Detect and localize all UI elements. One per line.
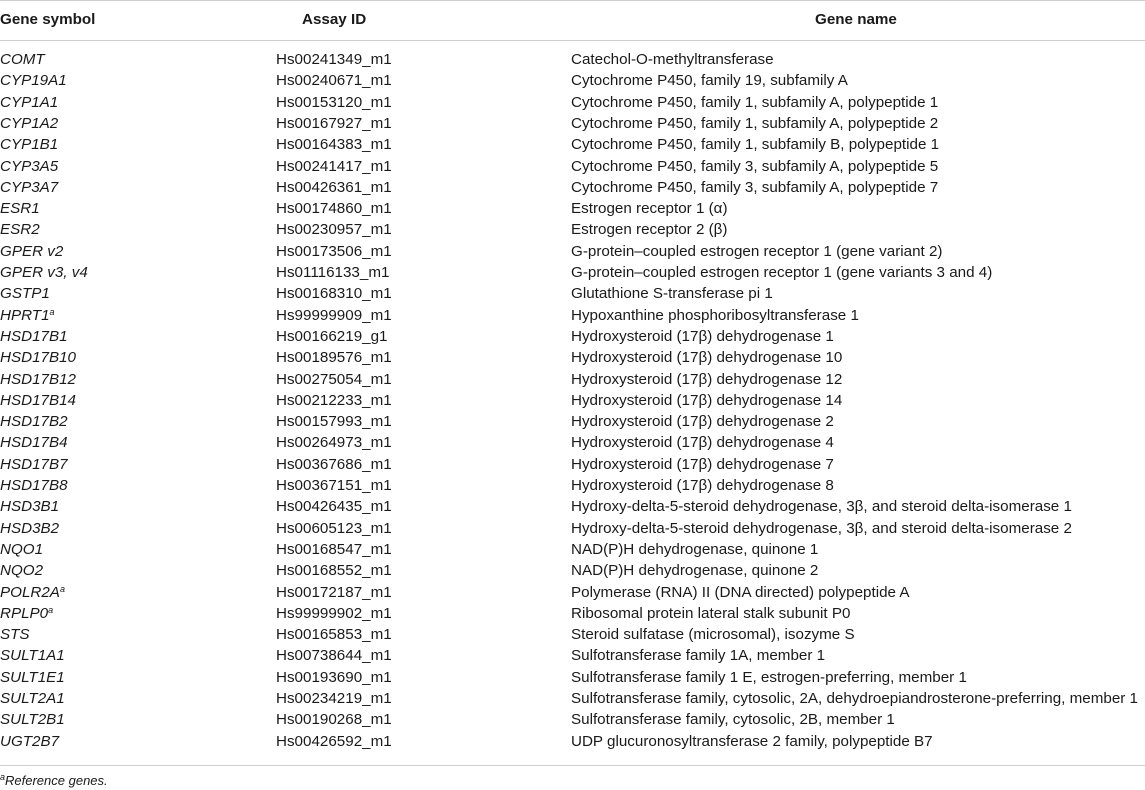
assay-id-cell: Hs00738644_m1: [276, 647, 392, 665]
gene-symbol-cell: [0, 454, 68, 475]
gene-symbol-text: CYP3A5: [0, 157, 59, 175]
gene-symbol-cell: [0, 92, 58, 113]
gene-symbol-text: GPER v2: [0, 242, 64, 260]
header-assay-id: Assay ID: [302, 11, 367, 28]
gene-symbol-text: RPLP0: [0, 604, 49, 622]
gene-name-cell: Sulfotransferase family 1 E, estrogen-preferring, member 1: [571, 668, 967, 686]
gene-name-cell: Hydroxy-delta-5-steroid dehydrogenase, 3β, and steroid delta-isomerase 1: [571, 498, 1072, 516]
table-row: [0, 539, 1145, 560]
gene-symbol-text: CYP1A1: [0, 93, 59, 111]
table-row: [0, 667, 1145, 688]
assay-id-cell: Hs00367686_m1: [276, 455, 392, 473]
gene-symbol-cell: [0, 688, 65, 709]
gene-name-cell: Cytochrome P450, family 3, subfamily A, polypeptide 5: [571, 157, 939, 175]
table-row: [0, 283, 1145, 304]
gene-symbol-cell: [0, 198, 40, 219]
gene-symbol-text: POLR2A: [0, 583, 60, 601]
gene-symbol-cell: [0, 667, 65, 688]
table-row: [0, 219, 1145, 240]
reference-gene-marker: a: [49, 306, 55, 317]
gene-symbol-cell: [0, 603, 53, 624]
assay-id-cell: Hs00275054_m1: [276, 370, 392, 388]
gene-name-cell: Hydroxysteroid (17β) dehydrogenase 2: [571, 413, 834, 431]
gene-symbol-cell: [0, 411, 68, 432]
gene-name-cell: Hydroxysteroid (17β) dehydrogenase 4: [571, 434, 834, 452]
assay-id-cell: Hs00605123_m1: [276, 519, 392, 537]
assay-id-cell: Hs99999909_m1: [276, 306, 392, 324]
table-row: [0, 454, 1145, 475]
gene-symbol-text: HSD17B7: [0, 455, 68, 473]
gene-symbol-text: STS: [0, 626, 30, 644]
bottom-rule: [0, 765, 1145, 766]
gene-symbol-text: CYP1A2: [0, 114, 59, 132]
assay-id-cell: Hs00168552_m1: [276, 562, 392, 580]
gene-symbol-text: HSD17B1: [0, 327, 68, 345]
assay-id-cell: Hs00168547_m1: [276, 540, 392, 558]
assay-id-cell: Hs00174860_m1: [276, 200, 392, 218]
table-row: [0, 177, 1145, 198]
assay-id-cell: Hs99999902_m1: [276, 604, 392, 622]
gene-name-cell: Sulfotransferase family, cytosolic, 2A, dehydroepiandrosterone-preferring, member 1: [571, 690, 1138, 707]
assay-id-cell: Hs00167927_m1: [276, 114, 392, 132]
header-gene-symbol: Gene symbol: [0, 11, 96, 28]
gene-symbol-text: HSD17B10: [0, 349, 76, 367]
assay-id-cell: Hs00168310_m1: [276, 285, 392, 303]
gene-symbol-cell: [0, 624, 30, 645]
table-row: [0, 70, 1145, 91]
table-row: [0, 113, 1145, 134]
gene-symbol-text: SULT2A1: [0, 690, 65, 707]
gene-name-cell: Estrogen receptor 1 (α): [571, 200, 728, 218]
gene-symbol-cell: [0, 70, 67, 91]
gene-symbol-text: HSD17B2: [0, 413, 68, 431]
gene-symbol-cell: [0, 731, 59, 752]
gene-symbol-cell: [0, 177, 58, 198]
gene-symbol-cell: [0, 709, 65, 730]
header-gene-name: Gene name: [815, 11, 897, 28]
gene-symbol-cell: [0, 496, 59, 517]
table-row: [0, 709, 1145, 730]
assay-id-cell: Hs00264973_m1: [276, 434, 392, 452]
gene-name-cell: Hydroxy-delta-5-steroid dehydrogenase, 3β, and steroid delta-isomerase 2: [571, 519, 1072, 537]
gene-name-cell: Sulfotransferase family 1A, member 1: [571, 647, 826, 665]
gene-symbol-cell: [0, 134, 58, 155]
assay-id-cell: Hs00241417_m1: [276, 157, 392, 175]
gene-symbol-cell: [0, 283, 50, 304]
assay-id-cell: Hs00157993_m1: [276, 413, 392, 431]
table-row: [0, 92, 1145, 113]
gene-symbol-cell: [0, 262, 88, 283]
gene-name-cell: Estrogen receptor 2 (β): [571, 221, 728, 239]
gene-name-cell: Cytochrome P450, family 1, subfamily A, polypeptide 2: [571, 114, 939, 132]
gene-symbol-text: UGT2B7: [0, 732, 60, 750]
gene-name-cell: Hydroxysteroid (17β) dehydrogenase 1: [571, 327, 834, 345]
gene-symbol-cell: [0, 560, 43, 581]
gene-name-cell: NAD(P)H dehydrogenase, quinone 2: [571, 562, 819, 580]
gene-symbol-cell: [0, 113, 58, 134]
assay-id-cell: Hs00230957_m1: [276, 221, 392, 239]
table-row: [0, 369, 1145, 390]
table-row: [0, 624, 1145, 645]
gene-name-cell: Glutathione S-transferase pi 1: [571, 285, 773, 303]
table-row: [0, 262, 1145, 283]
gene-symbol-cell: [0, 390, 76, 411]
assay-id-cell: Hs00190268_m1: [276, 711, 392, 729]
table-row: [0, 475, 1145, 496]
table-row: [0, 496, 1145, 517]
assay-id-cell: Hs00367151_m1: [276, 477, 392, 494]
assay-id-cell: Hs00153120_m1: [276, 93, 392, 111]
gene-symbol-text: ESR1: [0, 200, 40, 218]
reference-gene-marker: a: [59, 583, 65, 594]
table-row: [0, 731, 1145, 752]
header-rule: [0, 40, 1145, 41]
assay-id-cell: Hs00426435_m1: [276, 498, 392, 516]
gene-name-cell: NAD(P)H dehydrogenase, quinone 1: [571, 540, 819, 558]
table-row: [0, 411, 1145, 432]
assay-id-cell: Hs00234219_m1: [276, 690, 392, 707]
gene-name-cell: Hydroxysteroid (17β) dehydrogenase 8: [571, 477, 834, 494]
gene-name-cell: Hydroxysteroid (17β) dehydrogenase 14: [571, 391, 843, 409]
assay-id-cell: Hs01116133_m1: [276, 264, 390, 281]
reference-gene-marker: a: [48, 604, 54, 615]
gene-symbol-cell: [0, 475, 68, 496]
gene-symbol-cell: [0, 219, 40, 240]
table-row: [0, 305, 1145, 326]
table-row: [0, 432, 1145, 453]
gene-symbol-text: SULT1E1: [0, 668, 65, 686]
gene-symbol-text: HSD17B12: [0, 370, 76, 388]
assay-id-cell: Hs00193690_m1: [276, 668, 392, 686]
gene-symbol-cell: [0, 539, 43, 560]
table-row: [0, 645, 1145, 666]
gene-symbol-cell: [0, 156, 58, 177]
gene-symbol-cell: [0, 347, 76, 368]
table-row: [0, 390, 1145, 411]
gene-name-cell: Steroid sulfatase (microsomal), isozyme S: [571, 626, 855, 644]
gene-name-cell: Ribosomal protein lateral stalk subunit P0: [571, 604, 851, 622]
gene-symbol-cell: [0, 432, 68, 453]
gene-symbol-text: CYP1B1: [0, 136, 59, 154]
gene-symbol-cell: [0, 582, 65, 603]
gene-name-cell: Hypoxanthine phosphoribosyltransferase 1: [571, 306, 859, 324]
gene-name-cell: Hydroxysteroid (17β) dehydrogenase 12: [571, 370, 843, 388]
assay-id-cell: Hs00426361_m1: [276, 178, 392, 196]
gene-symbol-text: CYP3A7: [0, 178, 59, 196]
assay-id-cell: Hs00189576_m1: [276, 349, 392, 367]
gene-name-cell: Catechol-O-methyltransferase: [571, 51, 774, 68]
assay-id-cell: Hs00173506_m1: [276, 242, 392, 260]
table-row: [0, 49, 1145, 70]
footnote-text: Reference genes.: [5, 773, 108, 788]
assay-id-cell: Hs00240671_m1: [276, 72, 392, 90]
gene-name-cell: Cytochrome P450, family 19, subfamily A: [571, 72, 848, 90]
table-row: [0, 582, 1145, 603]
gene-symbol-cell: [0, 326, 68, 347]
gene-symbol-cell: [0, 369, 76, 390]
assay-id-cell: Hs00241349_m1: [276, 51, 392, 68]
gene-symbol-cell: [0, 518, 59, 539]
gene-symbol-text: SULT1A1: [0, 647, 65, 665]
gene-name-cell: Hydroxysteroid (17β) dehydrogenase 7: [571, 455, 834, 473]
table-row: [0, 198, 1145, 219]
gene-symbol-text: COMT: [0, 51, 45, 68]
gene-name-cell: G-protein–coupled estrogen receptor 1 (gene variants 3 and 4): [571, 264, 993, 281]
assay-id-cell: Hs00165853_m1: [276, 626, 392, 644]
table-row: [0, 134, 1145, 155]
gene-name-cell: G-protein–coupled estrogen receptor 1 (gene variant 2): [571, 242, 943, 260]
gene-symbol-text: GSTP1: [0, 285, 50, 303]
assay-id-cell: Hs00166219_g1: [276, 327, 388, 345]
table-row: [0, 241, 1145, 262]
gene-symbol-text: GPER v3, v4: [0, 264, 88, 281]
gene-name-cell: Sulfotransferase family, cytosolic, 2B, member 1: [571, 711, 895, 729]
gene-symbol-text: NQO1: [0, 540, 44, 558]
gene-symbol-text: HSD17B14: [0, 391, 76, 409]
table-row: [0, 603, 1145, 624]
assay-id-cell: Hs00164383_m1: [276, 136, 392, 154]
assay-id-cell: Hs00212233_m1: [276, 391, 392, 409]
gene-name-cell: Cytochrome P450, family 1, subfamily B, polypeptide 1: [571, 136, 940, 154]
gene-symbol-text: HSD3B1: [0, 498, 60, 516]
gene-name-cell: Cytochrome P450, family 3, subfamily A, polypeptide 7: [571, 178, 939, 196]
table-row: [0, 326, 1145, 347]
gene-name-cell: Polymerase (RNA) II (DNA directed) polypeptide A: [571, 583, 910, 601]
gene-name-cell: Hydroxysteroid (17β) dehydrogenase 10: [571, 349, 843, 367]
gene-symbol-text: HSD17B4: [0, 434, 68, 452]
assay-id-cell: Hs00426592_m1: [276, 732, 392, 750]
table-row: [0, 688, 1145, 709]
gene-name-cell: UDP glucuronosyltransferase 2 family, polypeptide B7: [571, 732, 933, 750]
gene-symbol-cell: [0, 305, 55, 326]
table-row: [0, 347, 1145, 368]
gene-symbol-text: HPRT1: [0, 306, 50, 324]
table-row: [0, 518, 1145, 539]
gene-name-cell: Cytochrome P450, family 1, subfamily A, polypeptide 1: [571, 93, 939, 111]
gene-symbol-text: HSD17B8: [0, 477, 68, 494]
top-rule: [0, 0, 1145, 1]
gene-symbol-text: HSD3B2: [0, 519, 60, 537]
gene-symbol-cell: [0, 645, 65, 666]
table-row: [0, 156, 1145, 177]
gene-symbol-cell: [0, 49, 45, 70]
gene-symbol-text: CYP19A1: [0, 72, 67, 90]
table-row: [0, 560, 1145, 581]
gene-symbol-text: NQO2: [0, 562, 44, 580]
footnote-marker: a: [0, 772, 6, 782]
gene-symbol-text: ESR2: [0, 221, 40, 239]
assay-id-cell: Hs00172187_m1: [276, 583, 392, 601]
gene-symbol-cell: [0, 241, 63, 262]
gene-symbol-text: SULT2B1: [0, 711, 65, 729]
table-footnote: [0, 772, 108, 790]
